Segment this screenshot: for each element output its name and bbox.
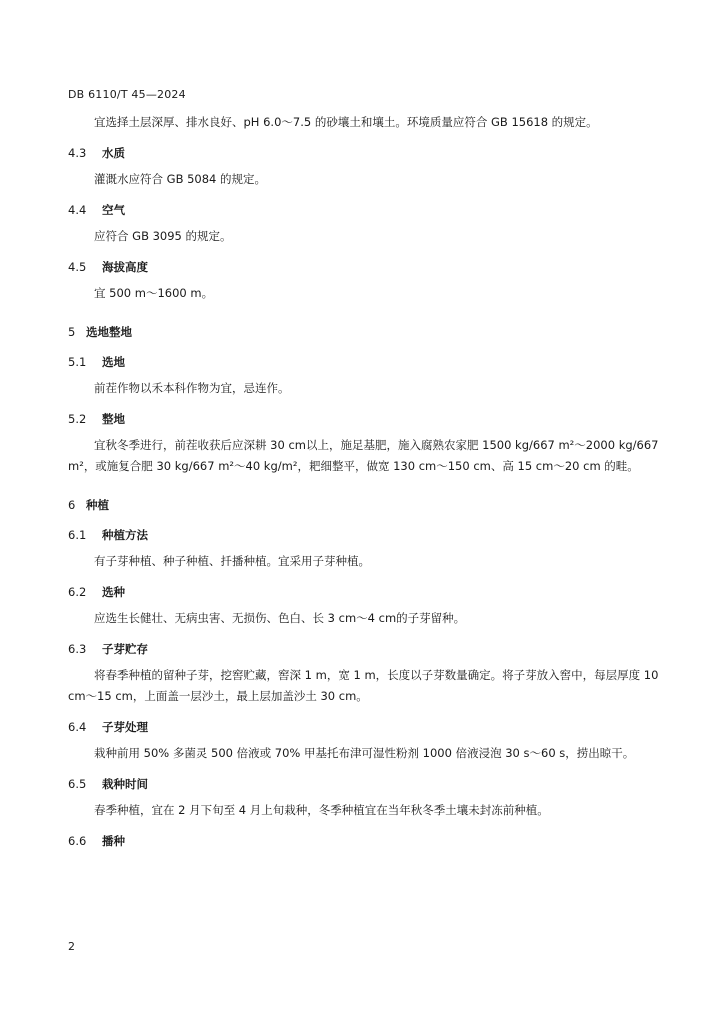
paragraph: 将春季种植的留种子芽，挖窖贮藏，窖深 1 m，宽 1 m，长度以子芽数量确定。将子芽放入窖中，每层厚度 10 cm～15 cm，上面盖一层沙土，最上层加盖沙土 30 cm。 [68, 668, 659, 703]
section-heading-5-2 [68, 407, 668, 431]
paragraph: 有子芽种植、种子种植、扦播种植。宜采用子芽种植。 [94, 554, 370, 568]
section-heading-6-6 [68, 829, 668, 853]
paragraph: 宜选择土层深厚、排水良好、pH 6.0～7.5 的砂壤土和壤土。环境质量应符合 GB 15618 的规定。 [94, 115, 598, 129]
section-title: 选地 [102, 355, 125, 369]
section-heading-5-1 [68, 350, 668, 374]
section-heading-6-3 [68, 637, 668, 661]
section-heading-4-3 [68, 141, 668, 165]
paragraph: 春季种植，宜在 2 月下旬至 4 月上旬栽种，冬季种植宜在当年秋冬季土壤未封冻前种植。 [94, 803, 549, 817]
paragraph: 宜秋冬季进行，前茬收获后应深耕 30 cm以上，施足基肥，施入腐熟农家肥 1500 kg/667 m²～2000 kg/667 m²，或施复合肥 30 kg/667 m²～40 kg/m²，耙细整平，做宽 130 cm～150 cm、高 15 cm～20 cm 的畦。 [68, 438, 659, 473]
paragraph: 灌溉水应符合 GB 5084 的规定。 [94, 172, 267, 186]
section-heading-4-4 [68, 198, 668, 222]
section-title: 种植 [86, 498, 109, 512]
paragraph: 应选生长健壮、无病虫害、无损伤、色白、长 3 cm～4 cm的子芽留种。 [94, 611, 466, 625]
section-heading-6-1 [68, 523, 668, 547]
section-title: 空气 [102, 203, 125, 217]
section-number: 4.3 [68, 146, 87, 160]
section-number: 6.5 [68, 777, 87, 791]
section-title: 栽种时间 [102, 777, 148, 791]
paragraph: 栽种前用 50% 多菌灵 500 倍液或 70% 甲基托布津可湿性粉剂 1000 倍液浸泡 30 s～60 s，捞出晾干。 [94, 746, 635, 760]
paragraph: 前茬作物以禾本科作物为宜，忌连作。 [94, 381, 290, 395]
section-heading-6-4 [68, 715, 668, 739]
section-number: 5.2 [68, 412, 87, 426]
document-body [68, 112, 668, 857]
section-number: 6.1 [68, 528, 87, 542]
section-number: 4.4 [68, 203, 87, 217]
section-heading-5 [68, 320, 668, 344]
section-number: 5 [68, 325, 76, 339]
section-number: 5.1 [68, 355, 87, 369]
section-title: 选地整地 [86, 325, 132, 339]
page-number: 2 [68, 940, 75, 953]
section-number: 6.4 [68, 720, 87, 734]
section-title: 选种 [102, 585, 125, 599]
section-number: 4.5 [68, 260, 87, 274]
section-number: 6.6 [68, 834, 87, 848]
section-number: 6 [68, 498, 76, 512]
section-number: 6.3 [68, 642, 87, 656]
section-heading-6-2 [68, 580, 668, 604]
paragraph: 应符合 GB 3095 的规定。 [94, 229, 232, 243]
section-heading-6 [68, 493, 668, 517]
standard-code-header: DB 6110/T 45—2024 [68, 88, 186, 101]
section-title: 子芽处理 [102, 720, 148, 734]
section-title: 子芽贮存 [102, 642, 148, 656]
section-heading-6-5 [68, 772, 668, 796]
section-title: 整地 [102, 412, 125, 426]
paragraph: 宜 500 m～1600 m。 [94, 286, 214, 300]
section-title: 海拔高度 [102, 260, 148, 274]
section-title: 播种 [102, 834, 125, 848]
section-title: 种植方法 [102, 528, 148, 542]
section-heading-4-5 [68, 255, 668, 279]
section-title: 水质 [102, 146, 125, 160]
section-number: 6.2 [68, 585, 87, 599]
